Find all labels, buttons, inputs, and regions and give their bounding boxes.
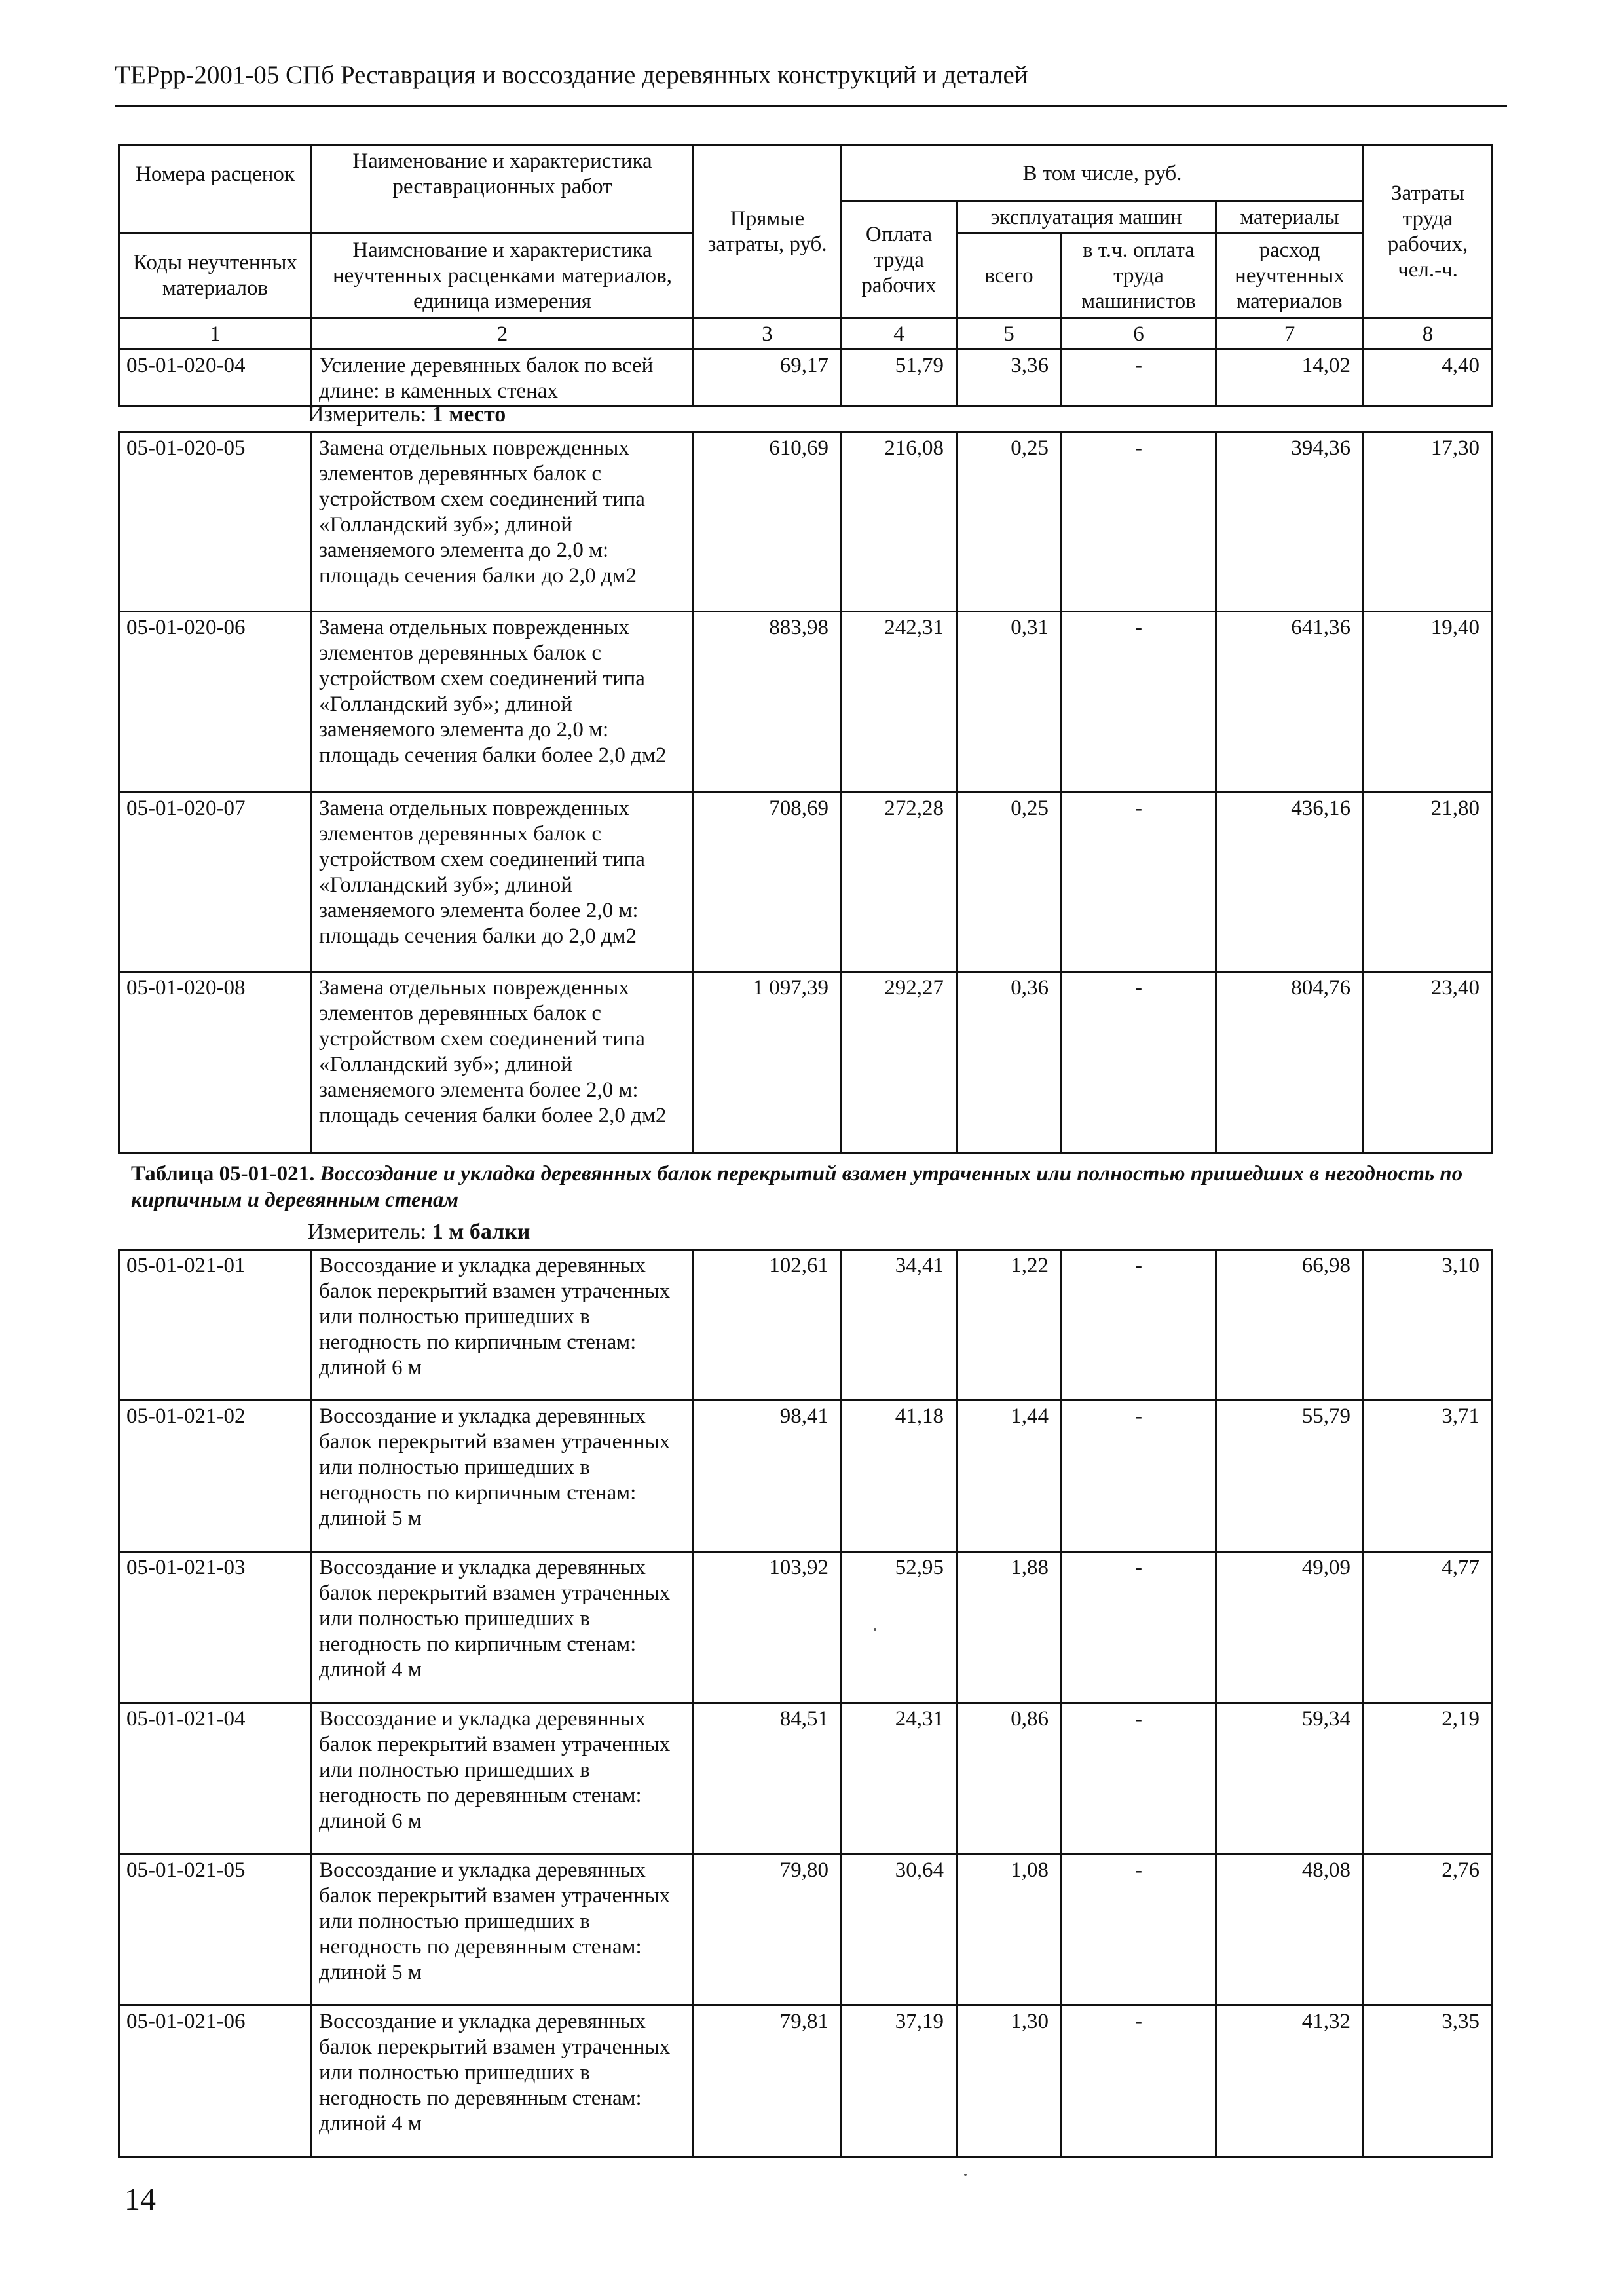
labor-hours: 4,77 [1364, 1552, 1493, 1703]
table-row [119, 612, 1493, 793]
scan-speck [874, 1628, 876, 1631]
machine-cost: 1,30 [957, 2006, 1062, 2157]
machinist-pay: - [1062, 2006, 1216, 2157]
machines-header: эксплуатация машин [957, 201, 1216, 233]
materials-cost: 55,79 [1216, 1401, 1364, 1552]
table-row [119, 1854, 1493, 2006]
machine-cost: 1,44 [957, 1401, 1062, 1552]
labor-hours: 3,35 [1364, 2006, 1493, 2157]
col1-header-top: Номера расценок [119, 145, 312, 202]
measure-unit-2 [308, 1219, 530, 1245]
rate-code: 05-01-021-04 [119, 1703, 312, 1854]
rate-code: 05-01-021-01 [119, 1250, 312, 1401]
machine-cost: 0,31 [957, 612, 1062, 793]
rate-code: 05-01-021-05 [119, 1854, 312, 2006]
table-row [119, 1703, 1493, 1854]
rates-table-head [118, 144, 1493, 407]
machine-cost: 0,36 [957, 972, 1062, 1153]
table-caption [131, 1161, 1493, 1213]
materials-cost: 49,09 [1216, 1552, 1364, 1703]
machinist-pay: - [1062, 612, 1216, 793]
rate-name: Воссоздание и укладка деревянных балок перекрытий взамен утраченных или полностью пришедших в негодность по деревянным стенам: длиной 6 м [312, 1703, 694, 1854]
machine-cost: 1,88 [957, 1552, 1062, 1703]
col4-header: Оплата труда рабочих [842, 201, 957, 318]
col5-header: всего [957, 233, 1062, 318]
col-number: 5 [957, 318, 1062, 349]
labor-pay: 216,08 [842, 432, 957, 612]
rate-name: Замена отдельных поврежденных элементов деревянных балок с устройством схем соединений типа «Голландский зуб»; длиной заменяемого элемента до 2,0 м: площадь сечения балки более 2,0 дм2 [312, 612, 694, 793]
machinist-pay: - [1062, 1401, 1216, 1552]
rate-code: 05-01-020-05 [119, 432, 312, 612]
table-row [119, 1552, 1493, 1703]
rate-code: 05-01-021-03 [119, 1552, 312, 1703]
labor-hours: 3,71 [1364, 1401, 1493, 1552]
measure-label: Измеритель: [308, 1220, 427, 1244]
labor-hours: 3,10 [1364, 1250, 1493, 1401]
col2-header-gap [312, 201, 694, 233]
materials-cost: 14,02 [1216, 349, 1364, 406]
labor-hours: 23,40 [1364, 972, 1493, 1153]
rate-name: Замена отдельных поврежденных элементов деревянных балок с устройством схем соединений типа «Голландский зуб»; длиной заменяемого элемента более 2,0 м: площадь сечения балки до 2,0 дм2 [312, 793, 694, 972]
labor-hours: 4,40 [1364, 349, 1493, 406]
machinist-pay: - [1062, 1552, 1216, 1703]
rate-code: 05-01-020-04 [119, 349, 312, 406]
table-row [119, 432, 1493, 612]
direct-cost: 883,98 [694, 612, 842, 793]
direct-cost: 84,51 [694, 1703, 842, 1854]
labor-pay: 24,31 [842, 1703, 957, 1854]
measure-label: Измеритель: [308, 402, 427, 426]
labor-hours: 21,80 [1364, 793, 1493, 972]
table-caption-label: Таблица 05-01-021. [131, 1162, 315, 1186]
materials-cost: 436,16 [1216, 793, 1364, 972]
labor-pay: 51,79 [842, 349, 957, 406]
materials-header: материалы [1216, 201, 1364, 233]
direct-cost: 69,17 [694, 349, 842, 406]
col-number: 4 [842, 318, 957, 349]
rate-code: 05-01-020-07 [119, 793, 312, 972]
labor-hours: 19,40 [1364, 612, 1493, 793]
machine-cost: 1,08 [957, 1854, 1062, 2006]
machinist-pay: - [1062, 1854, 1216, 2006]
materials-cost: 641,36 [1216, 612, 1364, 793]
table-caption-text: Воссоздание и укладка деревянных балок перекрытий взамен утраченных или полностью пришедших в негодность по кирпичным и деревянным стенам [131, 1162, 1463, 1212]
materials-cost: 48,08 [1216, 1854, 1364, 2006]
direct-cost: 79,80 [694, 1854, 842, 2006]
rate-name: Воссоздание и укладка деревянных балок перекрытий взамен утраченных или полностью пришедших в негодность по кирпичным стенам: длиной 5 м [312, 1401, 694, 1552]
materials-cost: 41,32 [1216, 2006, 1364, 2157]
direct-cost: 610,69 [694, 432, 842, 612]
labor-pay: 292,27 [842, 972, 957, 1153]
materials-cost: 59,34 [1216, 1703, 1364, 1854]
rates-table-2 [118, 431, 1493, 1154]
col-number: 7 [1216, 318, 1364, 349]
running-header: ТЕРрр-2001-05 СПб Реставрация и воссоздание деревянных конструкций и деталей [115, 61, 1028, 89]
machine-cost: 0,25 [957, 793, 1062, 972]
col1-header-gap [119, 201, 312, 233]
col7-header: расход неучтенных материалов [1216, 233, 1364, 318]
table-row [119, 1401, 1493, 1552]
scan-speck [964, 2174, 967, 2176]
col6-header: в т.ч. оплата труда машинистов [1062, 233, 1216, 318]
machinist-pay: - [1062, 1703, 1216, 1854]
table-row [119, 1250, 1493, 1401]
materials-cost: 804,76 [1216, 972, 1364, 1153]
machinist-pay: - [1062, 432, 1216, 612]
machine-cost: 0,86 [957, 1703, 1062, 1854]
col-number: 8 [1364, 318, 1493, 349]
col-number: 2 [312, 318, 694, 349]
direct-cost: 98,41 [694, 1401, 842, 1552]
labor-pay: 34,41 [842, 1250, 957, 1401]
machinist-pay: - [1062, 793, 1216, 972]
rate-name: Замена отдельных поврежденных элементов деревянных балок с устройством схем соединений типа «Голландский зуб»; длиной заменяемого элемента более 2,0 м: площадь сечения балки более 2,0 дм2 [312, 972, 694, 1153]
col-number: 6 [1062, 318, 1216, 349]
col-number: 1 [119, 318, 312, 349]
rate-code: 05-01-020-08 [119, 972, 312, 1153]
col2-header-top: Наименование и характеристика реставрационных работ [312, 145, 694, 202]
materials-cost: 394,36 [1216, 432, 1364, 612]
rate-code: 05-01-021-06 [119, 2006, 312, 2157]
rate-name: Усиление деревянных балок по всей длине: в каменных стенах [312, 349, 694, 406]
col3-header: Прямые затраты, руб. [694, 145, 842, 318]
direct-cost: 79,81 [694, 2006, 842, 2157]
labor-hours: 2,76 [1364, 1854, 1493, 2006]
table-row [119, 793, 1493, 972]
labor-hours: 17,30 [1364, 432, 1493, 612]
labor-hours: 2,19 [1364, 1703, 1493, 1854]
direct-cost: 1 097,39 [694, 972, 842, 1153]
col8-header: Затраты труда рабочих, чел.-ч. [1364, 145, 1493, 318]
labor-pay: 41,18 [842, 1401, 957, 1552]
measure-unit: 1 м балки [432, 1220, 530, 1244]
header-rule [115, 105, 1507, 107]
machine-cost: 0,25 [957, 432, 1062, 612]
rates-block-2 [119, 432, 1493, 1153]
rate-name: Воссоздание и укладка деревянных балок перекрытий взамен утраченных или полностью пришедших в негодность по деревянным стенам: длиной 5 м [312, 1854, 694, 2006]
materials-cost: 66,98 [1216, 1250, 1364, 1401]
labor-pay: 30,64 [842, 1854, 957, 2006]
page-number: 14 [124, 2182, 156, 2217]
rate-name: Замена отдельных поврежденных элементов деревянных балок с устройством схем соединений типа «Голландский зуб»; длиной заменяемого элемента до 2,0 м: площадь сечения балки до 2,0 дм2 [312, 432, 694, 612]
table-row [119, 349, 1493, 406]
col1-header-bottom: Коды неучтенных материалов [119, 233, 312, 318]
machinist-pay: - [1062, 349, 1216, 406]
rate-name: Воссоздание и укладка деревянных балок перекрытий взамен утраченных или полностью пришедших в негодность по деревянным стенам: длиной 4 м [312, 2006, 694, 2157]
table-row [119, 2006, 1493, 2157]
labor-pay: 37,19 [842, 2006, 957, 2157]
direct-cost: 708,69 [694, 793, 842, 972]
direct-cost: 102,61 [694, 1250, 842, 1401]
machinist-pay: - [1062, 1250, 1216, 1401]
direct-cost: 103,92 [694, 1552, 842, 1703]
rates-block-3 [119, 1250, 1493, 2157]
labor-pay: 272,28 [842, 793, 957, 972]
table-row [119, 972, 1493, 1153]
machine-cost: 1,22 [957, 1250, 1062, 1401]
col2-header-bottom: Наимснование и характеристика неучтенных расценками материалов, единица измерения [312, 233, 694, 318]
col-number: 3 [694, 318, 842, 349]
labor-pay: 52,95 [842, 1552, 957, 1703]
rate-name: Воссоздание и укладка деревянных балок перекрытий взамен утраченных или полностью пришедших в негодность по кирпичным стенам: длиной 6 м [312, 1250, 694, 1401]
labor-pay: 242,31 [842, 612, 957, 793]
rate-code: 05-01-020-06 [119, 612, 312, 793]
incl-header: В том числе, руб. [842, 145, 1364, 202]
measure-unit: 1 место [432, 402, 506, 426]
rates-table-3 [118, 1249, 1493, 2158]
rates-block-1 [119, 349, 1493, 406]
measure-unit-1 [308, 402, 506, 428]
rate-name: Воссоздание и укладка деревянных балок перекрытий взамен утраченных или полностью пришедших в негодность по кирпичным стенам: длиной 4 м [312, 1552, 694, 1703]
machine-cost: 3,36 [957, 349, 1062, 406]
machinist-pay: - [1062, 972, 1216, 1153]
rate-code: 05-01-021-02 [119, 1401, 312, 1552]
